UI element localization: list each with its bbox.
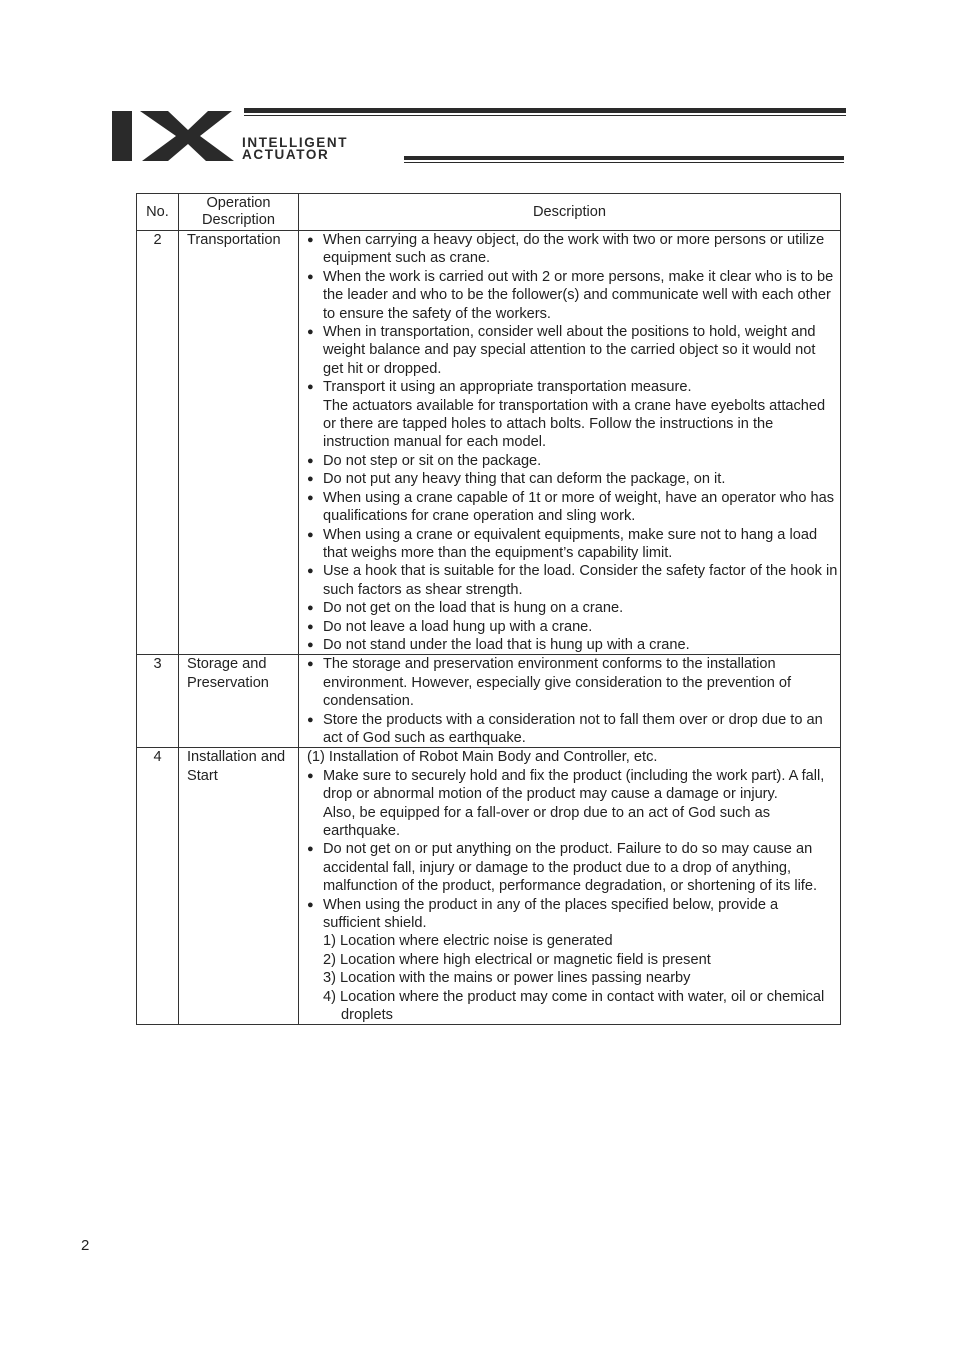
bullet-item: ● Do not put any heavy thing that can deform the package, on it. <box>307 470 838 488</box>
table-row <box>137 748 841 1025</box>
continuation-text: The actuators available for transportation with a crane have eyebolts attached or there are tapped holes to attach bolts. Follow the instructions in the instruction manual for each model. <box>323 397 826 451</box>
numbered-item-text: 3) Location with the mains or power lines passing nearby <box>323 970 691 987</box>
row-number: 3 <box>137 655 179 748</box>
brand-name <box>242 137 348 161</box>
col-header-description: Description <box>299 194 841 231</box>
bullet-item: ● Make sure to securely hold and fix the product (including the work part). A fall, drop or abnormal motion of the product may cause a damage or injury. <box>307 767 838 804</box>
bullet-item: ● The storage and preservation environment conforms to the installation environment. However, especially give consideration to the prevention of condensation. <box>307 655 838 710</box>
numbered-item-text: 2) Location where high electrical or magnetic field is present <box>323 951 711 968</box>
page-number: 2 <box>81 1237 90 1254</box>
bullet-item: ● Do not get on the load that is hung on a crane. <box>307 599 838 617</box>
operation-name: Storage and Preservation <box>179 655 299 748</box>
header-rule-bottom <box>404 156 844 160</box>
table-body <box>137 231 841 1025</box>
operation-name: Transportation <box>179 231 299 655</box>
bullet-item: ● When in transportation, consider well about the positions to hold, weight and weight balance and pay special attention to the carried object so it would not get hit or dropped. <box>307 323 838 378</box>
numbered-item-text: 1) Location where electric noise is generated <box>323 933 613 950</box>
col-header-operation: Operation Description <box>179 194 299 231</box>
bullet-item: ● Transport it using an appropriate transportation measure. <box>307 378 838 396</box>
continuation-text: Also, be equipped for a fall-over or drop due to an act of God such as earthquake. <box>323 804 771 839</box>
operation-name: Installation and Start <box>179 748 299 1025</box>
table-row <box>137 231 841 655</box>
numbered-item <box>307 969 838 987</box>
page-header <box>112 108 846 168</box>
bullet-item: ● Store the products with a consideration not to fall them over or drop due to an act of God such as earthquake. <box>307 711 838 748</box>
operation-table <box>136 193 841 1025</box>
bullet-item: ● Do not get on or put anything on the product. Failure to do so may cause an accidental fall, injury or damage to the product due to a drop of anything, malfunction of the product, performance degradation, or shortening of its life. <box>307 840 838 895</box>
bullet-item: ● When using the product in any of the places specified below, provide a sufficient shield. <box>307 896 838 933</box>
bullet-item: ● Do not stand under the load that is hung up with a crane. <box>307 636 838 654</box>
ix-logo-icon <box>112 108 236 164</box>
table-header-row <box>137 194 841 231</box>
row-number: 2 <box>137 231 179 655</box>
bullet-item: ● When using a crane capable of 1t or more of weight, have an operator who has qualifications for crane operation and sling work. <box>307 489 838 526</box>
table-row <box>137 655 841 748</box>
numbered-item-text: 4) Location where the product may come in contact with water, oil or chemical droplets <box>323 988 825 1024</box>
numbered-item <box>307 951 838 969</box>
bullet-item: ● Do not leave a load hung up with a crane. <box>307 618 838 636</box>
header-rule-top <box>244 108 846 113</box>
header-rule-bottom-thin <box>404 162 844 163</box>
brand-line-2: ACTUATOR <box>242 147 330 162</box>
col-header-no: No. <box>137 194 179 231</box>
numbered-item <box>307 932 838 950</box>
brand-line-1: INTELLIGENT <box>242 135 349 150</box>
bullet-item: ● When using a crane or equivalent equipments, make sure not to hang a load that weighs more than the equipment’s capability limit. <box>307 526 838 563</box>
header-rule-top-thin <box>244 115 846 116</box>
bullet-item: ● When the work is carried out with 2 or more persons, make it clear who is to be the leader and who to be the follower(s) and communicate well with each other to ensure the safety of the workers. <box>307 268 838 323</box>
section-heading: (1) Installation of Robot Main Body and Controller, etc. <box>307 749 658 766</box>
description-cell <box>299 748 841 1025</box>
numbered-item <box>307 988 838 1025</box>
description-cell <box>299 655 841 748</box>
description-cell <box>299 231 841 655</box>
row-number: 4 <box>137 748 179 1025</box>
bullet-item: ● Do not step or sit on the package. <box>307 452 838 470</box>
bullet-item: ● When carrying a heavy object, do the work with two or more persons or utilize equipment such as crane. <box>307 231 838 268</box>
bullet-item: ● Use a hook that is suitable for the load. Consider the safety factor of the hook in such factors as shear strength. <box>307 562 838 599</box>
